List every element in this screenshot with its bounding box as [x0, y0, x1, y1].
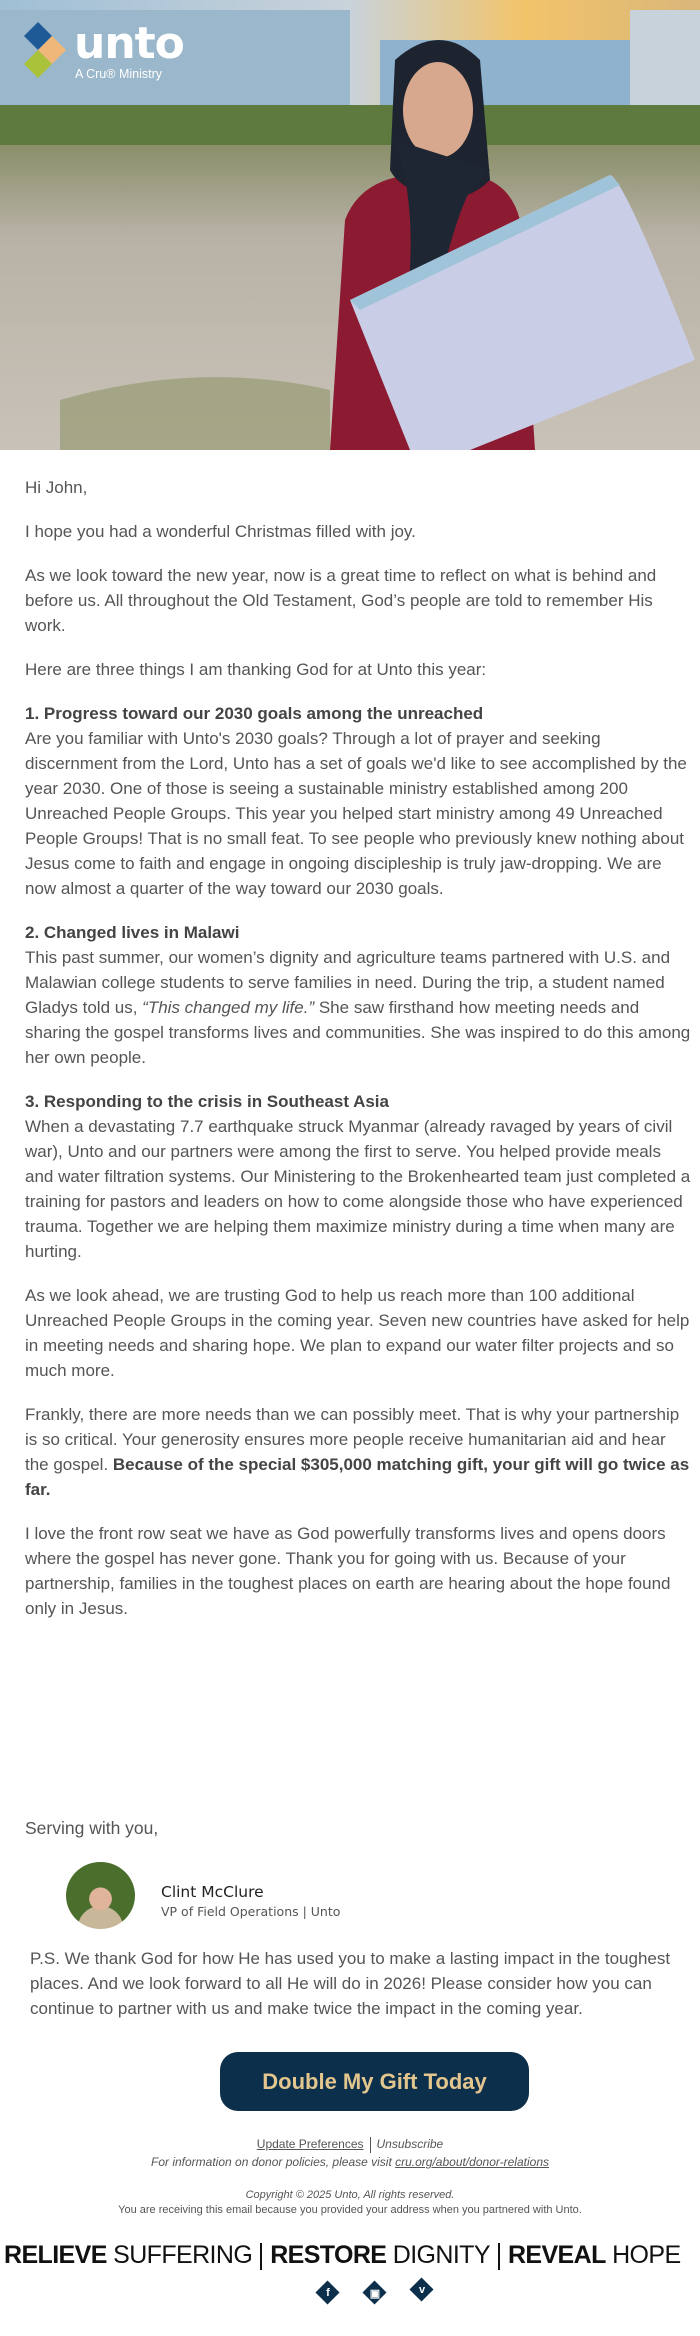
unsubscribe-link[interactable]: Unsubscribe [376, 2137, 444, 2152]
tagline-word: RESTORE [270, 2241, 387, 2269]
signature-name: Clint McClure [161, 1883, 264, 1901]
paragraph: Here are three things I am thanking God for at Unto this year: [25, 660, 487, 679]
closing: Serving with you, [25, 1818, 159, 1838]
unto-logo-mark-icon [24, 22, 68, 78]
divider [370, 2137, 371, 2153]
facebook-glyph: f [326, 2287, 330, 2299]
divider [498, 2243, 500, 2270]
paragraph: When a devastating 7.7 earthquake struck Myanmar (already ravaged by years of civil war), Unto and our partners were among the first to serve. You helped provide meals and water filtration systems. Our Ministering to the Brokenhearted team just completed a training for pastors and leaders on how to come alongside those who have experienced trauma. Together we are helping them maximize ministry during a time when many are hurting. [25, 1117, 691, 1261]
logo-subtitle: A Cru® Ministry [75, 67, 162, 81]
double-my-gift-button[interactable]: Double My Gift Today [220, 2052, 529, 2111]
paragraph: I love the front row seat we have as God powerfully transforms lives and opens doors where the gospel has never gone. Thank you for going with us. Because of your partnership, families in the toughest places on earth are hearing about the hope found only in Jesus. [25, 1524, 671, 1618]
matching-gift-highlight: Because of the special $305,000 matching gift, your gift will go twice as far. [25, 1455, 690, 1499]
vimeo-icon[interactable] [410, 2278, 434, 2302]
donor-relations-link[interactable]: cru.org/about/donor-relations [395, 2155, 549, 2169]
tagline-word: HOPE [605, 2241, 681, 2269]
tagline-word: DIGNITY [386, 2241, 490, 2269]
donor-info-text: For information on donor policies, please visit [151, 2155, 396, 2169]
section-heading: 3. Responding to the crisis in Southeast Asia [25, 1092, 389, 1111]
paragraph: I hope you had a wonderful Christmas filled with joy. [25, 522, 416, 541]
avatar [66, 1862, 135, 1929]
instagram-glyph: ▣ [369, 2287, 381, 2300]
quote: “This changed my life.” [142, 998, 315, 1017]
signature-title: VP of Field Operations | Unto [161, 1904, 341, 1919]
unto-logo[interactable] [24, 18, 184, 81]
update-preferences-link[interactable]: Update Preferences [256, 2137, 364, 2152]
text: Frankly, there are more needs than we can possibly meet. That is why your partnership is so critical. Your generosity ensures more people receive humanitarian aid and hear the gospel. [25, 1405, 680, 1474]
paragraph [25, 945, 692, 1070]
donor-info [0, 2155, 700, 2169]
receiving-notice: You are receiving this email because you provided your address when you partnered with Unto. [118, 2204, 582, 2216]
postscript: P.S. We thank God for how He has used you to make a lasting impact in the toughest places. And we look forward to all He will do in 2026! Please consider how you can continue to partner with us and make twice the impact in the coming year. [30, 1949, 671, 2018]
paragraph: As we look ahead, we are trusting God to help us reach more than 100 additional Unreached People Groups in the coming year. Seven new countries have asked for help in meeting needs and sharing hope. We plan to expand our water filter projects and so much more. [25, 1286, 690, 1380]
divider [260, 2243, 262, 2270]
copyright: Copyright © 2025 Unto, All rights reserved. [245, 2189, 455, 2201]
paragraph: As we look toward the new year, now is a great time to reflect on what is behind and before us. All throughout the Old Testament, God’s people are told to remember His work. [25, 566, 657, 635]
text: This past summer, our women’s dignity and agriculture teams partnered with U.S. and Malawian college students to serve families in need. During the trip, a student named Gladys told us, [25, 948, 671, 1017]
vimeo-glyph: v [418, 2284, 426, 2296]
tagline-word: RELIEVE [4, 2241, 107, 2269]
paragraph [25, 1402, 692, 1502]
instagram-icon[interactable] [363, 2281, 387, 2305]
paragraph: Are you familiar with Unto's 2030 goals? Through a lot of prayer and seeking discernment from the Lord, Unto has a set of goals we'd like to see accomplished by the year 2030. One of those is seeing a sustainable ministry established among 200 Unreached People Groups. This year you helped start ministry among 49 Unreached People Groups! That is no small feat. To see people who previously knew nothing about Jesus come to faith and engage in ongoing discipleship is truly jaw-dropping. We are now almost a quarter of the way toward our 2030 goals. [25, 729, 687, 898]
greeting: Hi John, [25, 478, 88, 497]
logo-wordmark: unto [74, 18, 184, 69]
tagline [4, 2241, 696, 2270]
section-heading: 2. Changed lives in Malawi [25, 923, 240, 942]
tagline-word: REVEAL [507, 2241, 606, 2269]
letter-body [25, 475, 692, 1621]
text: She saw firsthand how meeting needs and sharing the gospel transforms lives and communities. She was inspired to do this among her own people. [25, 998, 691, 1067]
tagline-word: SUFFERING [106, 2241, 253, 2269]
section-heading: 1. Progress toward our 2030 goals among the unreached [25, 704, 484, 723]
footer-links [0, 2137, 700, 2153]
hero-image [0, 0, 700, 450]
facebook-icon[interactable] [316, 2281, 340, 2305]
